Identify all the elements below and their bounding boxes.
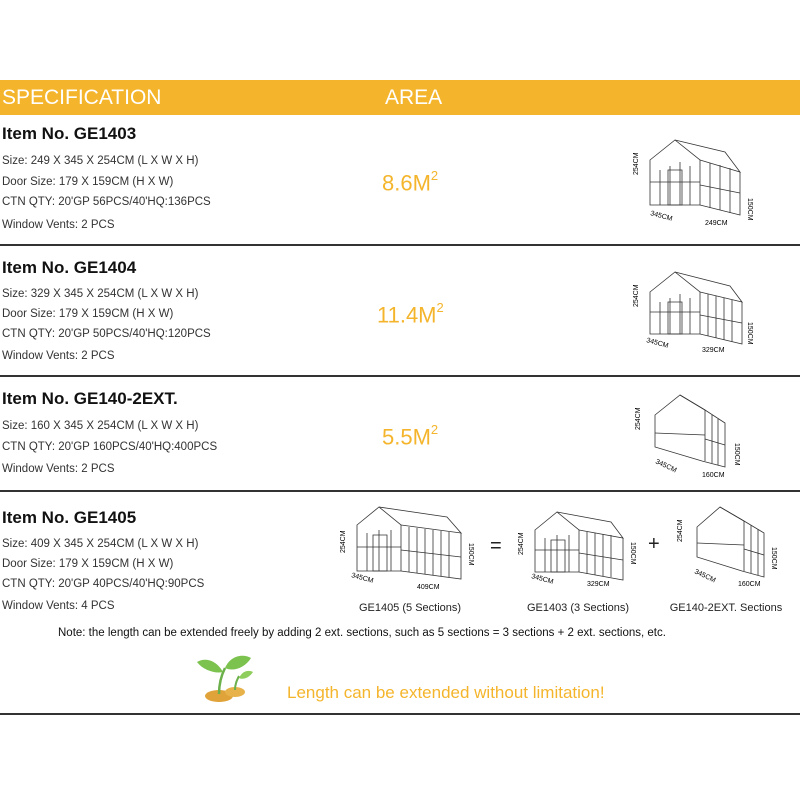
item-title: Item No. GE1404: [2, 258, 137, 277]
plus-sign: +: [648, 533, 660, 555]
row-divider: [0, 375, 800, 377]
svg-text:254CM: 254CM: [633, 284, 640, 307]
svg-text:409CM: 409CM: [417, 584, 440, 591]
svg-text:345CM: 345CM: [350, 572, 375, 585]
spec-line: CTN QTY: 20'GP 40PCS/40'HQ:90PCS: [2, 578, 205, 590]
equals-sign: =: [490, 535, 502, 557]
svg-text:150CM: 150CM: [733, 443, 740, 466]
svg-text:345CM: 345CM: [645, 337, 670, 350]
spec-line: Size: 160 X 345 X 254CM (L X W X H): [2, 420, 199, 432]
diagram-caption: GE140-2EXT. Sections: [669, 602, 783, 614]
svg-text:254CM: 254CM: [633, 152, 640, 175]
svg-text:345CM: 345CM: [530, 573, 555, 586]
svg-text:160CM: 160CM: [702, 472, 725, 479]
greenhouse-diagram-5-sections: [337, 495, 477, 593]
area-value: $8.6M^2$: [382, 168, 439, 196]
svg-text:345CM: 345CM: [654, 458, 678, 475]
bottom-divider: [0, 713, 800, 715]
greenhouse-diagram: [630, 385, 750, 485]
spec-line: Size: 409 X 345 X 254CM (L X W X H): [2, 538, 199, 550]
svg-text:254CM: 254CM: [340, 530, 347, 553]
extension-note: Note: the length can be extended freely by adding 2 ext. sections, such as 5 sections = 3 sections + 2 ext. sections, etc.: [58, 627, 666, 639]
item-title: Item No. GE1405: [2, 508, 137, 527]
row-divider: [0, 490, 800, 492]
row-divider: [0, 244, 800, 246]
svg-text:345CM: 345CM: [649, 210, 674, 223]
greenhouse-diagram-ext-sections: [672, 497, 782, 592]
greenhouse-diagram-3-sections: [515, 500, 640, 592]
specification-heading: SPECIFICATION: [2, 86, 162, 109]
diagram-caption: GE1403 (3 Sections): [526, 602, 630, 614]
svg-text:150CM: 150CM: [746, 198, 753, 221]
svg-text:329CM: 329CM: [702, 347, 725, 354]
spec-line: CTN QTY: 20'GP 56PCS/40'HQ:136PCS: [2, 196, 211, 208]
spec-line: Door Size: 179 X 159CM (H X W): [2, 176, 174, 188]
svg-text:329CM: 329CM: [587, 581, 610, 588]
spec-line: Window Vents: 2 PCS: [2, 219, 115, 231]
sprout-icon: [195, 648, 255, 706]
area-value: $5.5M^2$: [382, 422, 439, 450]
header-bar: [0, 80, 800, 115]
spec-line: Size: 329 X 345 X 254CM (L X W X H): [2, 288, 199, 300]
svg-text:254CM: 254CM: [635, 407, 642, 430]
area-heading: AREA: [385, 86, 443, 109]
spec-line: CTN QTY: 20'GP 50PCS/40'HQ:120PCS: [2, 328, 211, 340]
svg-text:150CM: 150CM: [770, 547, 777, 570]
diagram-caption: GE1405 (5 Sections): [358, 602, 462, 614]
svg-text:249CM: 249CM: [705, 220, 728, 227]
item-title: Item No. GE140-2EXT.: [2, 389, 178, 408]
spec-line: Size: 249 X 345 X 254CM (L X W X H): [2, 155, 199, 167]
spec-line: Door Size: 179 X 159CM (H X W): [2, 558, 174, 570]
svg-text:160CM: 160CM: [738, 581, 761, 588]
spec-line: Window Vents: 2 PCS: [2, 350, 115, 362]
spec-line: Door Size: 179 X 159CM (H X W): [2, 308, 174, 320]
slogan-text: Length can be extended without limitation!: [287, 683, 605, 702]
svg-text:150CM: 150CM: [467, 543, 474, 566]
svg-text:345CM: 345CM: [693, 568, 717, 585]
area-value: $11.4M^2$: [377, 300, 444, 328]
greenhouse-diagram: [630, 262, 753, 362]
spec-line: Window Vents: 2 PCS: [2, 463, 115, 475]
spec-line: Window Vents: 4 PCS: [2, 600, 115, 612]
svg-text:150CM: 150CM: [746, 322, 753, 345]
greenhouse-diagram: [630, 130, 753, 230]
svg-text:150CM: 150CM: [629, 542, 636, 565]
item-title: Item No. GE1403: [2, 124, 137, 143]
svg-text:254CM: 254CM: [518, 532, 525, 555]
svg-text:254CM: 254CM: [677, 519, 684, 542]
spec-line: CTN QTY: 20'GP 160PCS/40'HQ:400PCS: [2, 441, 218, 453]
